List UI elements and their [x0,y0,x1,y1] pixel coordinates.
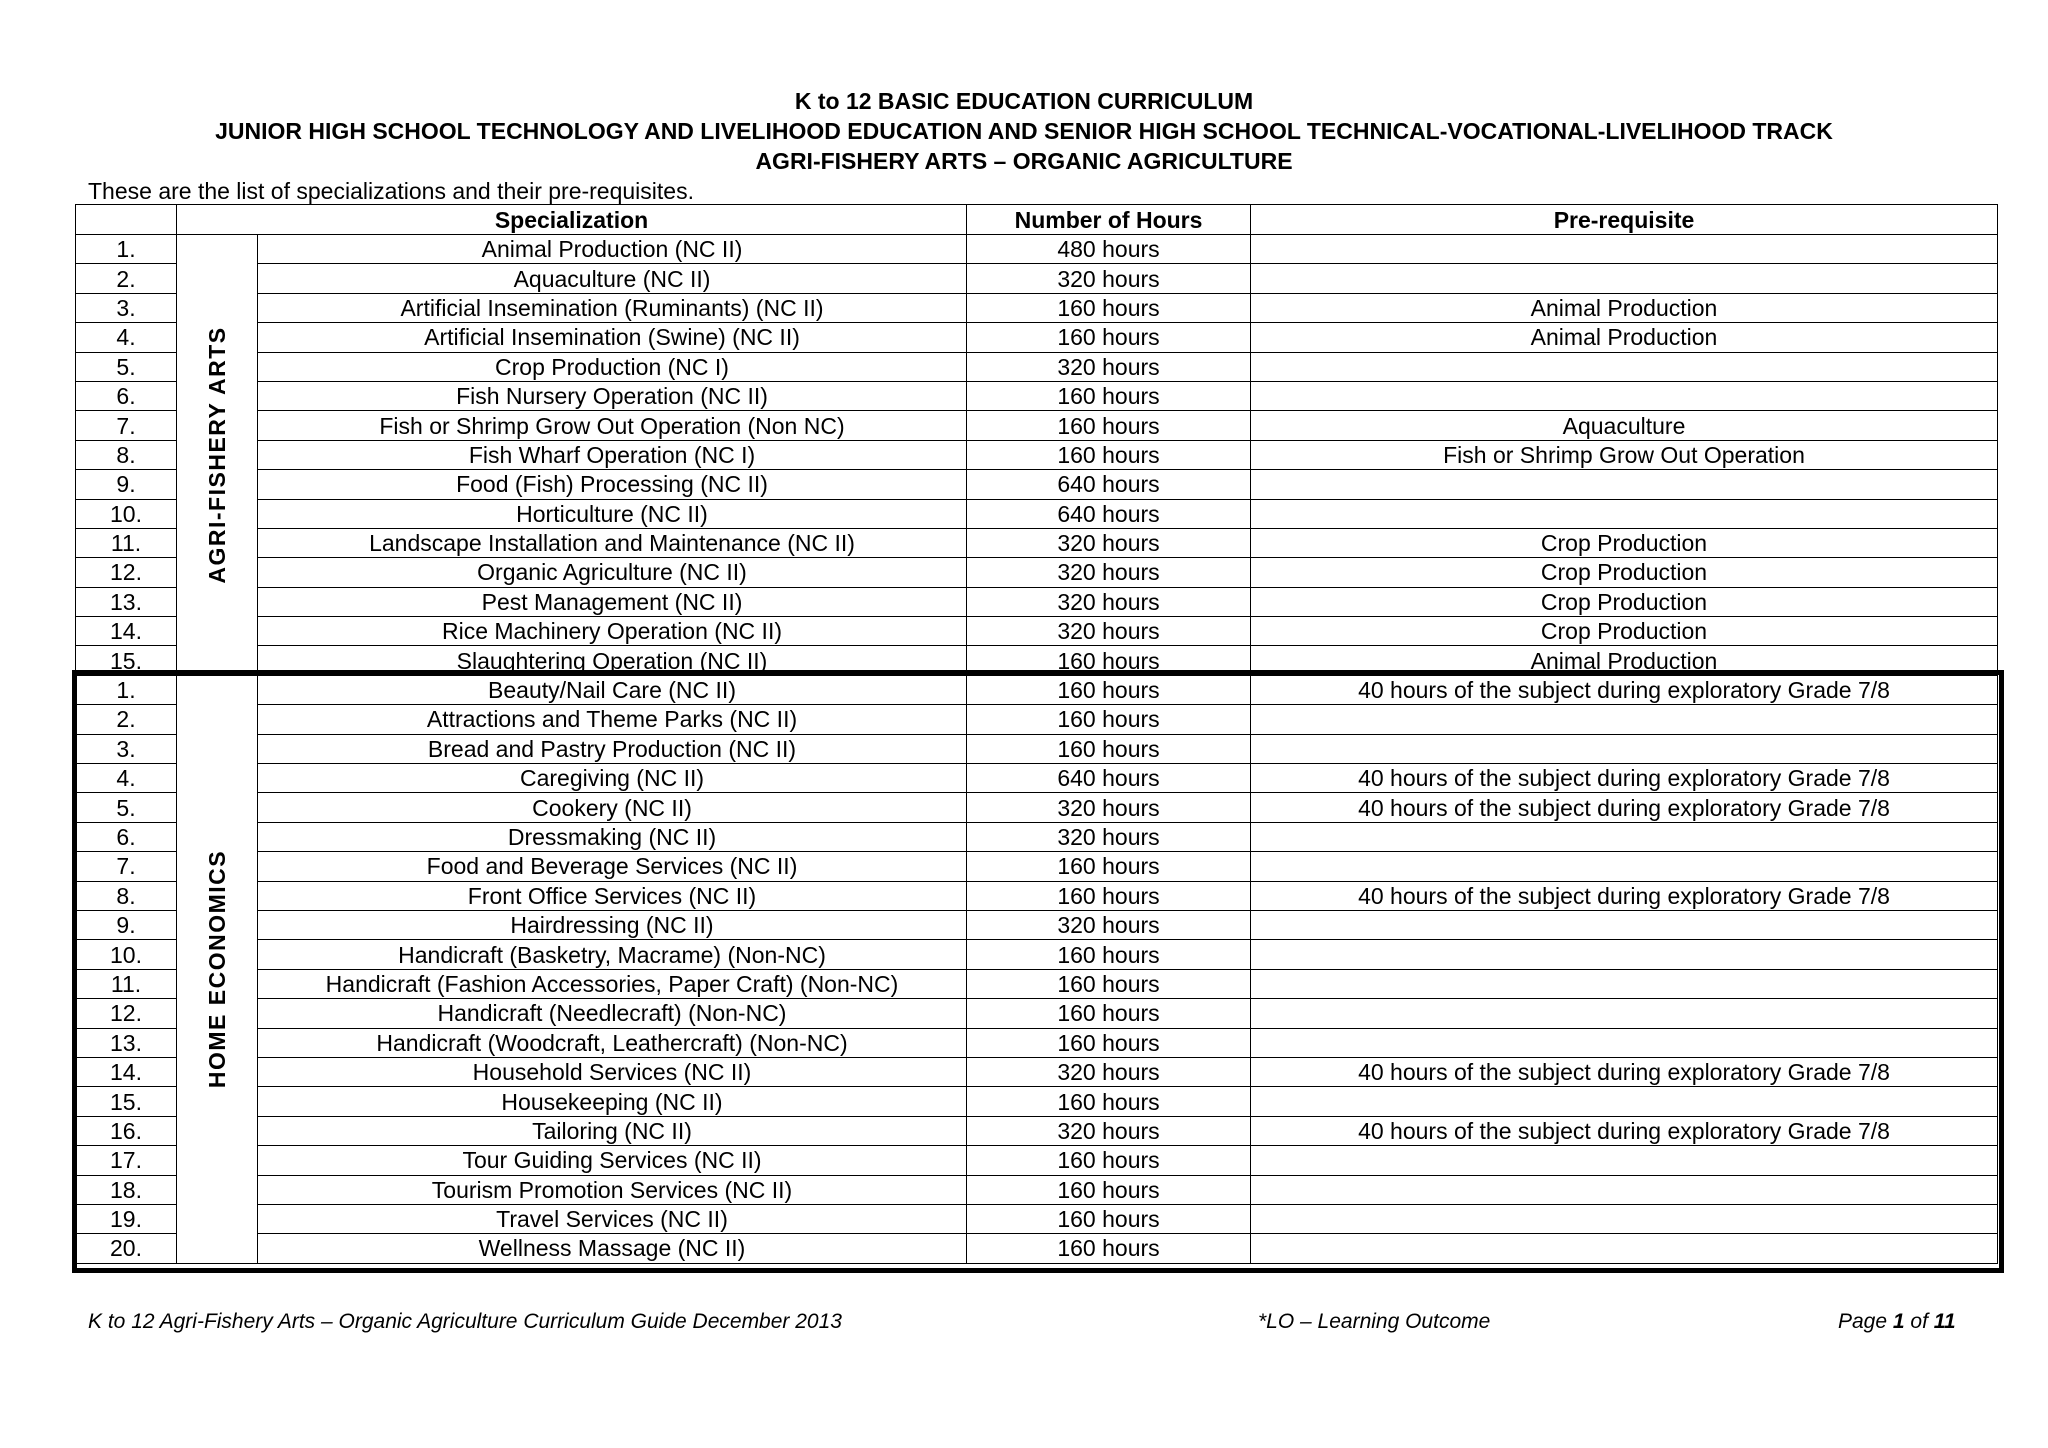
table-row [76,1028,1998,1057]
hours-cell: 160 hours [967,440,1251,469]
prerequisite-cell [1251,705,1998,734]
specialization-cell: Horticulture (NC II) [258,499,967,528]
specialization-cell: Caregiving (NC II) [258,764,967,793]
hours-cell: 160 hours [967,881,1251,910]
row-number: 16. [76,1116,177,1145]
row-number: 12. [76,558,177,587]
specialization-cell: Food (Fish) Processing (NC II) [258,470,967,499]
column-header-specialization: Specialization [177,205,967,235]
table-row [76,499,1998,528]
table-row [76,323,1998,352]
hours-cell: 320 hours [967,352,1251,381]
specialization-cell: Tourism Promotion Services (NC II) [258,1175,967,1204]
specialization-cell: Rice Machinery Operation (NC II) [258,617,967,646]
table-row [76,587,1998,616]
prerequisite-cell [1251,1146,1998,1175]
row-number: 15. [76,646,177,675]
prerequisite-cell: Animal Production [1251,293,1998,322]
page-total: 11 [1933,1310,1956,1333]
hours-cell: 160 hours [967,1087,1251,1116]
hours-cell: 160 hours [967,293,1251,322]
table-row [76,969,1998,998]
specialization-cell: Dressmaking (NC II) [258,822,967,851]
row-number: 1. [76,675,177,704]
prerequisite-cell [1251,1204,1998,1233]
prerequisite-cell [1251,1087,1998,1116]
row-number: 5. [76,352,177,381]
prerequisite-cell [1251,235,1998,264]
hours-cell: 320 hours [967,587,1251,616]
hours-cell: 160 hours [967,675,1251,704]
table-row [76,764,1998,793]
column-header-hours: Number of Hours [967,205,1251,235]
specialization-cell: Handicraft (Basketry, Macrame) (Non-NC) [258,940,967,969]
prerequisite-cell [1251,999,1998,1028]
specialization-cell: Hairdressing (NC II) [258,910,967,939]
hours-cell: 320 hours [967,528,1251,557]
row-number: 13. [76,587,177,616]
specialization-cell: Food and Beverage Services (NC II) [258,852,967,881]
table-row [76,1204,1998,1233]
specialization-cell: Pest Management (NC II) [258,587,967,616]
hours-cell: 160 hours [967,646,1251,675]
hours-cell: 160 hours [967,1146,1251,1175]
table-row [76,528,1998,557]
prerequisite-cell [1251,910,1998,939]
row-number: 3. [76,293,177,322]
prerequisite-cell [1251,1175,1998,1204]
prerequisite-cell [1251,470,1998,499]
document-title: K to 12 BASIC EDUCATION CURRICULUM [794,88,1254,114]
row-number: 12. [76,999,177,1028]
row-number: 15. [76,1087,177,1116]
table-row [76,558,1998,587]
table-row [76,235,1998,264]
table-header-row [76,205,1998,235]
prerequisite-cell: Fish or Shrimp Grow Out Operation [1251,440,1998,469]
row-number: 6. [76,822,177,851]
specialization-cell: Beauty/Nail Care (NC II) [258,675,967,704]
specialization-cell: Animal Production (NC II) [258,235,967,264]
hours-cell: 320 hours [967,1057,1251,1086]
hours-cell: 160 hours [967,705,1251,734]
hours-cell: 160 hours [967,734,1251,763]
prerequisite-cell: Aquaculture [1251,411,1998,440]
specialization-cell: Aquaculture (NC II) [258,264,967,293]
table-row [76,910,1998,939]
specialization-cell: Tailoring (NC II) [258,1116,967,1145]
column-header-prerequisite: Pre-requisite [1251,205,1998,235]
row-number: 11. [76,528,177,557]
hours-cell: 160 hours [967,381,1251,410]
hours-cell: 640 hours [967,470,1251,499]
table-row [76,940,1998,969]
row-number: 8. [76,440,177,469]
row-number: 9. [76,470,177,499]
table-row [76,1175,1998,1204]
table-row [76,293,1998,322]
hours-cell: 160 hours [967,1234,1251,1263]
hours-cell: 320 hours [967,822,1251,851]
header-corner [76,205,177,235]
hours-cell: 160 hours [967,1175,1251,1204]
row-number: 3. [76,734,177,763]
hours-cell: 320 hours [967,617,1251,646]
specialization-cell: Crop Production (NC I) [258,352,967,381]
prerequisite-cell [1251,381,1998,410]
specialization-cell: Artificial Insemination (Swine) (NC II) [258,323,967,352]
specialization-cell: Housekeeping (NC II) [258,1087,967,1116]
row-number: 10. [76,940,177,969]
hours-cell: 160 hours [967,940,1251,969]
specialization-cell: Handicraft (Woodcraft, Leathercraft) (Non-NC) [258,1028,967,1057]
hours-cell: 160 hours [967,969,1251,998]
table-row [76,822,1998,851]
specialization-cell: Handicraft (Fashion Accessories, Paper Craft) (Non-NC) [258,969,967,998]
row-number: 11. [76,969,177,998]
specialization-cell: Fish Nursery Operation (NC II) [258,381,967,410]
hours-cell: 320 hours [967,264,1251,293]
hours-cell: 160 hours [967,411,1251,440]
prerequisite-cell [1251,352,1998,381]
table-row [76,793,1998,822]
specializations-table [75,204,1998,1264]
footer-page-number [1838,1310,1956,1334]
prerequisite-cell: Crop Production [1251,558,1998,587]
specialization-cell: Landscape Installation and Maintenance (NC II) [258,528,967,557]
table-row [76,1087,1998,1116]
row-number: 8. [76,881,177,910]
document-section-title: AGRI-FISHERY ARTS – ORGANIC AGRICULTURE [755,148,1293,174]
prerequisite-cell: 40 hours of the subject during exploratory Grade 7/8 [1251,1116,1998,1145]
prerequisite-cell [1251,264,1998,293]
group-label-cell [177,675,258,1263]
prerequisite-cell [1251,852,1998,881]
table-row [76,470,1998,499]
hours-cell: 320 hours [967,910,1251,939]
table-row [76,411,1998,440]
table-row [76,264,1998,293]
prerequisite-cell [1251,734,1998,763]
row-number: 4. [76,323,177,352]
row-number: 7. [76,411,177,440]
row-number: 13. [76,1028,177,1057]
row-number: 4. [76,764,177,793]
prerequisite-cell: 40 hours of the subject during exploratory Grade 7/8 [1251,675,1998,704]
row-number: 14. [76,617,177,646]
hours-cell: 160 hours [967,323,1251,352]
table-row [76,381,1998,410]
hours-cell: 160 hours [967,999,1251,1028]
table-row [76,617,1998,646]
row-number: 19. [76,1204,177,1233]
specialization-cell: Fish or Shrimp Grow Out Operation (Non NC) [258,411,967,440]
specialization-cell: Wellness Massage (NC II) [258,1234,967,1263]
prerequisite-cell: 40 hours of the subject during exploratory Grade 7/8 [1251,793,1998,822]
prerequisite-cell: Animal Production [1251,323,1998,352]
document-subtitle: JUNIOR HIGH SCHOOL TECHNOLOGY AND LIVELIHOOD EDUCATION AND SENIOR HIGH SCHOOL TECHNICAL-VOCATIONAL-LIVELIHOOD TRACK [215,118,1833,144]
row-number: 10. [76,499,177,528]
group-label-cell [177,235,258,676]
table-row [76,352,1998,381]
table-row [76,1057,1998,1086]
intro-text: These are the list of specializations and their pre-requisites. [88,178,694,204]
table-row [76,852,1998,881]
row-number: 6. [76,381,177,410]
row-number: 1. [76,235,177,264]
prerequisite-cell: Animal Production [1251,646,1998,675]
specialization-cell: Cookery (NC II) [258,793,967,822]
table-row [76,1234,1998,1263]
prerequisite-cell: 40 hours of the subject during exploratory Grade 7/8 [1251,881,1998,910]
row-number: 14. [76,1057,177,1086]
table-row [76,646,1998,675]
hours-cell: 320 hours [967,558,1251,587]
prerequisite-cell: Crop Production [1251,528,1998,557]
prerequisite-cell: 40 hours of the subject during exploratory Grade 7/8 [1251,1057,1998,1086]
table-row [76,881,1998,910]
table-row [76,999,1998,1028]
prerequisite-cell [1251,1234,1998,1263]
hours-cell: 160 hours [967,852,1251,881]
table-row [76,705,1998,734]
table-row [76,675,1998,704]
row-number: 17. [76,1146,177,1175]
prerequisite-cell [1251,969,1998,998]
page-current: 1 [1892,1310,1905,1333]
hours-cell: 480 hours [967,235,1251,264]
prerequisite-cell: 40 hours of the subject during exploratory Grade 7/8 [1251,764,1998,793]
table-row [76,734,1998,763]
specialization-cell: Household Services (NC II) [258,1057,967,1086]
hours-cell: 160 hours [967,1028,1251,1057]
row-number: 2. [76,264,177,293]
row-number: 5. [76,793,177,822]
table-body [76,235,1998,1264]
specialization-cell: Fish Wharf Operation (NC I) [258,440,967,469]
prerequisite-cell [1251,822,1998,851]
row-number: 9. [76,910,177,939]
row-number: 7. [76,852,177,881]
hours-cell: 640 hours [967,499,1251,528]
footer-guide-title: K to 12 Agri-Fishery Arts – Organic Agriculture Curriculum Guide December 2013 [88,1310,842,1333]
prerequisite-cell: Crop Production [1251,587,1998,616]
group-label: AGRI-FISHERY ARTS [204,326,230,584]
row-number: 20. [76,1234,177,1263]
hours-cell: 320 hours [967,793,1251,822]
specialization-cell: Handicraft (Needlecraft) (Non-NC) [258,999,967,1028]
row-number: 18. [76,1175,177,1204]
prerequisite-cell [1251,1028,1998,1057]
specialization-cell: Tour Guiding Services (NC II) [258,1146,967,1175]
specialization-cell: Organic Agriculture (NC II) [258,558,967,587]
prerequisite-cell [1251,940,1998,969]
page-of: of [1904,1310,1934,1333]
specialization-cell: Front Office Services (NC II) [258,881,967,910]
hours-cell: 160 hours [967,1204,1251,1233]
table-row [76,1146,1998,1175]
prerequisite-cell: Crop Production [1251,617,1998,646]
prerequisite-cell [1251,499,1998,528]
table-row [76,440,1998,469]
group-label: HOME ECONOMICS [204,850,230,1089]
table-row [76,1116,1998,1145]
hours-cell: 320 hours [967,1116,1251,1145]
hours-cell: 640 hours [967,764,1251,793]
specialization-cell: Slaughtering Operation (NC II) [258,646,967,675]
row-number: 2. [76,705,177,734]
specialization-cell: Bread and Pastry Production (NC II) [258,734,967,763]
footer-lo-note: *LO – Learning Outcome [1258,1310,1491,1333]
specialization-cell: Travel Services (NC II) [258,1204,967,1233]
specialization-cell: Attractions and Theme Parks (NC II) [258,705,967,734]
page-prefix: Page [1838,1310,1893,1333]
specialization-cell: Artificial Insemination (Ruminants) (NC II) [258,293,967,322]
